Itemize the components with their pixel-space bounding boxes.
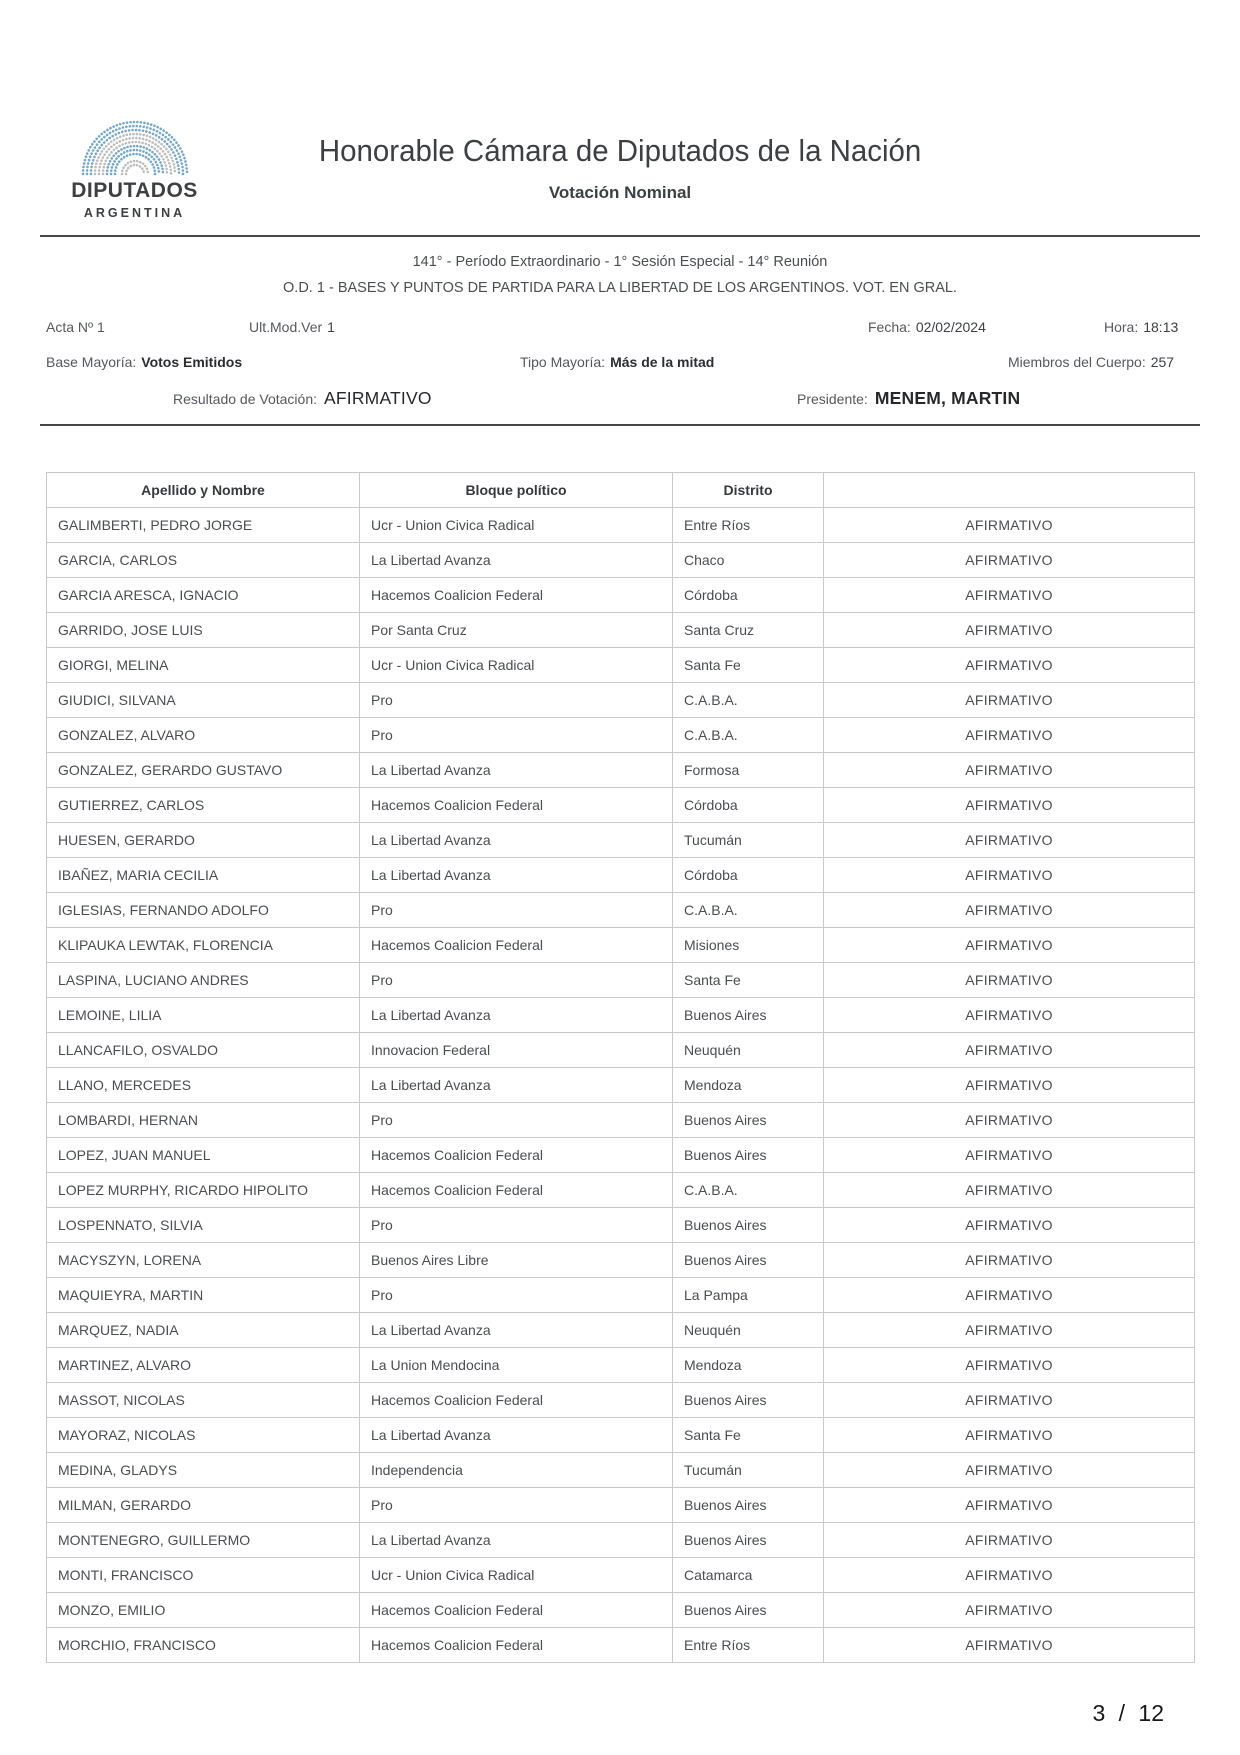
cell-vote: AFIRMATIVO xyxy=(824,648,1195,683)
cell-bloc: Hacemos Coalicion Federal xyxy=(360,1593,673,1628)
cell-bloc: Ucr - Union Civica Radical xyxy=(360,508,673,543)
cell-bloc: Innovacion Federal xyxy=(360,1033,673,1068)
cell-bloc: Pro xyxy=(360,1488,673,1523)
cell-name: LASPINA, LUCIANO ANDRES xyxy=(47,963,360,998)
cell-district: Catamarca xyxy=(673,1558,824,1593)
cell-vote: AFIRMATIVO xyxy=(824,1173,1195,1208)
page-number: 3 / 12 xyxy=(1092,1700,1164,1726)
cell-bloc: Hacemos Coalicion Federal xyxy=(360,1383,673,1418)
cell-bloc: Pro xyxy=(360,1278,673,1313)
cell-vote: AFIRMATIVO xyxy=(824,1138,1195,1173)
base-mayoria-value: Votos Emitidos xyxy=(141,354,243,370)
cell-district: Mendoza xyxy=(673,1348,824,1383)
table-row xyxy=(47,788,1195,823)
fecha xyxy=(868,319,986,335)
cell-vote: AFIRMATIVO xyxy=(824,893,1195,928)
table-row xyxy=(47,1348,1195,1383)
resultado-value: AFIRMATIVO xyxy=(324,388,432,408)
table-row xyxy=(47,1418,1195,1453)
tipo-mayoria xyxy=(520,354,714,370)
page-subtitle: Votación Nominal xyxy=(548,183,692,202)
cell-name: GONZALEZ, GERARDO GUSTAVO xyxy=(47,753,360,788)
session-line-1: 141° - Período Extraordinario - 1° Sesión Especial - 14° Reunión xyxy=(412,254,828,270)
cell-bloc: La Libertad Avanza xyxy=(360,753,673,788)
table-row xyxy=(47,1138,1195,1173)
cell-district: Entre Ríos xyxy=(673,1628,824,1663)
header-bloque-politico: Bloque político xyxy=(360,473,673,508)
cell-vote: AFIRMATIVO xyxy=(824,1593,1195,1628)
ultmod-version xyxy=(249,319,335,335)
logo-country: ARGENTINA xyxy=(83,206,186,220)
cell-district: Chaco xyxy=(673,543,824,578)
cell-vote: AFIRMATIVO xyxy=(824,1418,1195,1453)
cell-name: KLIPAUKA LEWTAK, FLORENCIA xyxy=(47,928,360,963)
cell-bloc: Ucr - Union Civica Radical xyxy=(360,648,673,683)
cell-vote: AFIRMATIVO xyxy=(824,1068,1195,1103)
cell-district: Buenos Aires xyxy=(673,1103,824,1138)
table-row xyxy=(47,823,1195,858)
cell-bloc: Pro xyxy=(360,1208,673,1243)
cell-vote: AFIRMATIVO xyxy=(824,1628,1195,1663)
cell-bloc: La Libertad Avanza xyxy=(360,1418,673,1453)
cell-bloc: Pro xyxy=(360,963,673,998)
cell-bloc: Ucr - Union Civica Radical xyxy=(360,1558,673,1593)
cell-vote: AFIRMATIVO xyxy=(824,1348,1195,1383)
table-row xyxy=(47,753,1195,788)
table-row xyxy=(47,1173,1195,1208)
cell-bloc: Hacemos Coalicion Federal xyxy=(360,1138,673,1173)
cell-district: Buenos Aires xyxy=(673,998,824,1033)
cell-name: MAYORAZ, NICOLAS xyxy=(47,1418,360,1453)
resultado-votacion xyxy=(173,388,432,409)
cell-bloc: Hacemos Coalicion Federal xyxy=(360,1173,673,1208)
miembros-value: 257 xyxy=(1150,354,1175,370)
cell-district: Santa Fe xyxy=(673,648,824,683)
cell-district: Santa Fe xyxy=(673,963,824,998)
cell-district: Córdoba xyxy=(673,578,824,613)
cell-vote: AFIRMATIVO xyxy=(824,718,1195,753)
cell-vote: AFIRMATIVO xyxy=(824,1383,1195,1418)
cell-vote: AFIRMATIVO xyxy=(824,1243,1195,1278)
cell-district: Buenos Aires xyxy=(673,1243,824,1278)
cell-vote: AFIRMATIVO xyxy=(824,823,1195,858)
table-row xyxy=(47,1453,1195,1488)
table-row xyxy=(47,1068,1195,1103)
cell-district: Tucumán xyxy=(673,1453,824,1488)
cell-district: Formosa xyxy=(673,753,824,788)
table-row xyxy=(47,858,1195,893)
cell-name: MARTINEZ, ALVARO xyxy=(47,1348,360,1383)
cell-name: MONZO, EMILIO xyxy=(47,1593,360,1628)
cell-vote: AFIRMATIVO xyxy=(824,1278,1195,1313)
table-row xyxy=(47,1208,1195,1243)
cell-vote: AFIRMATIVO xyxy=(824,1208,1195,1243)
cell-name: LOPEZ, JUAN MANUEL xyxy=(47,1138,360,1173)
cell-bloc: Pro xyxy=(360,1103,673,1138)
cell-name: MEDINA, GLADYS xyxy=(47,1453,360,1488)
cell-district: C.A.B.A. xyxy=(673,1173,824,1208)
table-row xyxy=(47,613,1195,648)
cell-district: Buenos Aires xyxy=(673,1208,824,1243)
cell-district: Mendoza xyxy=(673,1068,824,1103)
cell-name: GUTIERREZ, CARLOS xyxy=(47,788,360,823)
cell-name: GARCIA ARESCA, IGNACIO xyxy=(47,578,360,613)
table-row xyxy=(47,1593,1195,1628)
cell-district: Buenos Aires xyxy=(673,1138,824,1173)
votes-table xyxy=(46,472,1195,1663)
header-apellido-nombre: Apellido y Nombre xyxy=(47,473,360,508)
cell-district: C.A.B.A. xyxy=(673,683,824,718)
cell-district: La Pampa xyxy=(673,1278,824,1313)
hora-value: 18:13 xyxy=(1143,319,1179,335)
table-row xyxy=(47,1033,1195,1068)
cell-name: LLANO, MERCEDES xyxy=(47,1068,360,1103)
cell-name: GIORGI, MELINA xyxy=(47,648,360,683)
cell-vote: AFIRMATIVO xyxy=(824,508,1195,543)
table-row xyxy=(47,1103,1195,1138)
cell-vote: AFIRMATIVO xyxy=(824,858,1195,893)
miembros-del-cuerpo xyxy=(1008,354,1174,370)
session-line-2: O.D. 1 - BASES Y PUNTOS DE PARTIDA PARA LA LIBERTAD DE LOS ARGENTINOS. VOT. EN GRAL. xyxy=(283,280,957,296)
cell-bloc: La Libertad Avanza xyxy=(360,1068,673,1103)
miembros-label: Miembros del Cuerpo: xyxy=(1008,354,1146,370)
cell-bloc: Hacemos Coalicion Federal xyxy=(360,1628,673,1663)
table-body xyxy=(47,508,1195,1663)
cell-name: GIUDICI, SILVANA xyxy=(47,683,360,718)
table-row xyxy=(47,1488,1195,1523)
cell-district: Misiones xyxy=(673,928,824,963)
table-row xyxy=(47,1243,1195,1278)
presidente-label: Presidente: xyxy=(797,391,868,407)
cell-vote: AFIRMATIVO xyxy=(824,683,1195,718)
cell-bloc: Pro xyxy=(360,718,673,753)
cell-vote: AFIRMATIVO xyxy=(824,998,1195,1033)
cell-bloc: La Union Mendocina xyxy=(360,1348,673,1383)
cell-bloc: Hacemos Coalicion Federal xyxy=(360,788,673,823)
cell-name: MORCHIO, FRANCISCO xyxy=(47,1628,360,1663)
cell-district: Entre Ríos xyxy=(673,508,824,543)
cell-name: IGLESIAS, FERNANDO ADOLFO xyxy=(47,893,360,928)
cell-vote: AFIRMATIVO xyxy=(824,1033,1195,1068)
cell-district: Córdoba xyxy=(673,858,824,893)
cell-bloc: La Libertad Avanza xyxy=(360,1313,673,1348)
cell-vote: AFIRMATIVO xyxy=(824,613,1195,648)
ultmod-label: Ult.Mod.Ver xyxy=(249,319,323,335)
table-row xyxy=(47,1523,1195,1558)
base-mayoria xyxy=(46,354,242,370)
acta-number: Acta Nº 1 xyxy=(46,319,105,335)
page-title: Honorable Cámara de Diputados de la Nación xyxy=(318,133,922,168)
table-row xyxy=(47,1558,1195,1593)
cell-bloc: La Libertad Avanza xyxy=(360,543,673,578)
cell-name: HUESEN, GERARDO xyxy=(47,823,360,858)
tipo-mayoria-value: Más de la mitad xyxy=(610,354,715,370)
cell-bloc: Hacemos Coalicion Federal xyxy=(360,578,673,613)
table-row xyxy=(47,648,1195,683)
base-mayoria-label: Base Mayoría: xyxy=(46,354,137,370)
cell-name: GONZALEZ, ALVARO xyxy=(47,718,360,753)
table-header-row xyxy=(47,473,1195,508)
cell-name: LOPEZ MURPHY, RICARDO HIPOLITO xyxy=(47,1173,360,1208)
header-voto xyxy=(824,473,1195,508)
cell-name: LLANCAFILO, OSVALDO xyxy=(47,1033,360,1068)
cell-name: MAQUIEYRA, MARTIN xyxy=(47,1278,360,1313)
presidente xyxy=(797,388,1020,409)
cell-district: Buenos Aires xyxy=(673,1488,824,1523)
table-row xyxy=(47,998,1195,1033)
table-row xyxy=(47,683,1195,718)
cell-name: MONTENEGRO, GUILLERMO xyxy=(47,1523,360,1558)
cell-vote: AFIRMATIVO xyxy=(824,753,1195,788)
presidente-value: MENEM, MARTIN xyxy=(874,388,1021,408)
cell-bloc: Buenos Aires Libre xyxy=(360,1243,673,1278)
cell-vote: AFIRMATIVO xyxy=(824,543,1195,578)
cell-name: LOSPENNATO, SILVIA xyxy=(47,1208,360,1243)
cell-district: Neuquén xyxy=(673,1313,824,1348)
cell-vote: AFIRMATIVO xyxy=(824,928,1195,963)
header-distrito: Distrito xyxy=(673,473,824,508)
cell-district: C.A.B.A. xyxy=(673,718,824,753)
cell-name: MASSOT, NICOLAS xyxy=(47,1383,360,1418)
cell-district: Buenos Aires xyxy=(673,1593,824,1628)
cell-district: Neuquén xyxy=(673,1033,824,1068)
cell-vote: AFIRMATIVO xyxy=(824,1488,1195,1523)
table-row xyxy=(47,928,1195,963)
cell-bloc: La Libertad Avanza xyxy=(360,1523,673,1558)
cell-district: Córdoba xyxy=(673,788,824,823)
cell-bloc: La Libertad Avanza xyxy=(360,823,673,858)
fecha-label: Fecha: xyxy=(868,319,911,335)
table-row xyxy=(47,718,1195,753)
table-row xyxy=(47,543,1195,578)
cell-bloc: Pro xyxy=(360,893,673,928)
cell-bloc: La Libertad Avanza xyxy=(360,858,673,893)
cell-vote: AFIRMATIVO xyxy=(824,1453,1195,1488)
cell-bloc: Por Santa Cruz xyxy=(360,613,673,648)
cell-vote: AFIRMATIVO xyxy=(824,963,1195,998)
cell-vote: AFIRMATIVO xyxy=(824,1558,1195,1593)
cell-vote: AFIRMATIVO xyxy=(824,578,1195,613)
table-row xyxy=(47,893,1195,928)
table-row xyxy=(47,578,1195,613)
cell-district: Buenos Aires xyxy=(673,1523,824,1558)
resultado-label: Resultado de Votación: xyxy=(173,391,317,407)
divider-top xyxy=(40,235,1200,237)
table-row xyxy=(47,1383,1195,1418)
cell-vote: AFIRMATIVO xyxy=(824,1103,1195,1138)
cell-name: IBAÑEZ, MARIA CECILIA xyxy=(47,858,360,893)
cell-vote: AFIRMATIVO xyxy=(824,788,1195,823)
cell-name: LOMBARDI, HERNAN xyxy=(47,1103,360,1138)
cell-district: C.A.B.A. xyxy=(673,893,824,928)
cell-vote: AFIRMATIVO xyxy=(824,1313,1195,1348)
cell-vote: AFIRMATIVO xyxy=(824,1523,1195,1558)
table-row xyxy=(47,963,1195,998)
cell-name: MACYSZYN, LORENA xyxy=(47,1243,360,1278)
hora-label: Hora: xyxy=(1104,319,1139,335)
cell-name: MILMAN, GERARDO xyxy=(47,1488,360,1523)
table-row xyxy=(47,508,1195,543)
cell-bloc: La Libertad Avanza xyxy=(360,998,673,1033)
table-row xyxy=(47,1278,1195,1313)
cell-bloc: Independencia xyxy=(360,1453,673,1488)
cell-name: LEMOINE, LILIA xyxy=(47,998,360,1033)
tipo-mayoria-label: Tipo Mayoría: xyxy=(520,354,606,370)
cell-district: Buenos Aires xyxy=(673,1383,824,1418)
fecha-value: 02/02/2024 xyxy=(915,319,986,335)
table-row xyxy=(47,1313,1195,1348)
table-row xyxy=(47,1628,1195,1663)
cell-name: GARCIA, CARLOS xyxy=(47,543,360,578)
cell-name: MONTI, FRANCISCO xyxy=(47,1558,360,1593)
ultmod-value: 1 xyxy=(327,319,335,335)
divider-bottom xyxy=(40,424,1200,426)
cell-name: MARQUEZ, NADIA xyxy=(47,1313,360,1348)
cell-district: Santa Fe xyxy=(673,1418,824,1453)
cell-bloc: Hacemos Coalicion Federal xyxy=(360,928,673,963)
cell-name: GARRIDO, JOSE LUIS xyxy=(47,613,360,648)
cell-district: Santa Cruz xyxy=(673,613,824,648)
cell-district: Tucumán xyxy=(673,823,824,858)
logo-name: DIPUTADOS xyxy=(71,179,198,202)
cell-name: GALIMBERTI, PEDRO JORGE xyxy=(47,508,360,543)
cell-bloc: Pro xyxy=(360,683,673,718)
hora xyxy=(1104,319,1178,335)
